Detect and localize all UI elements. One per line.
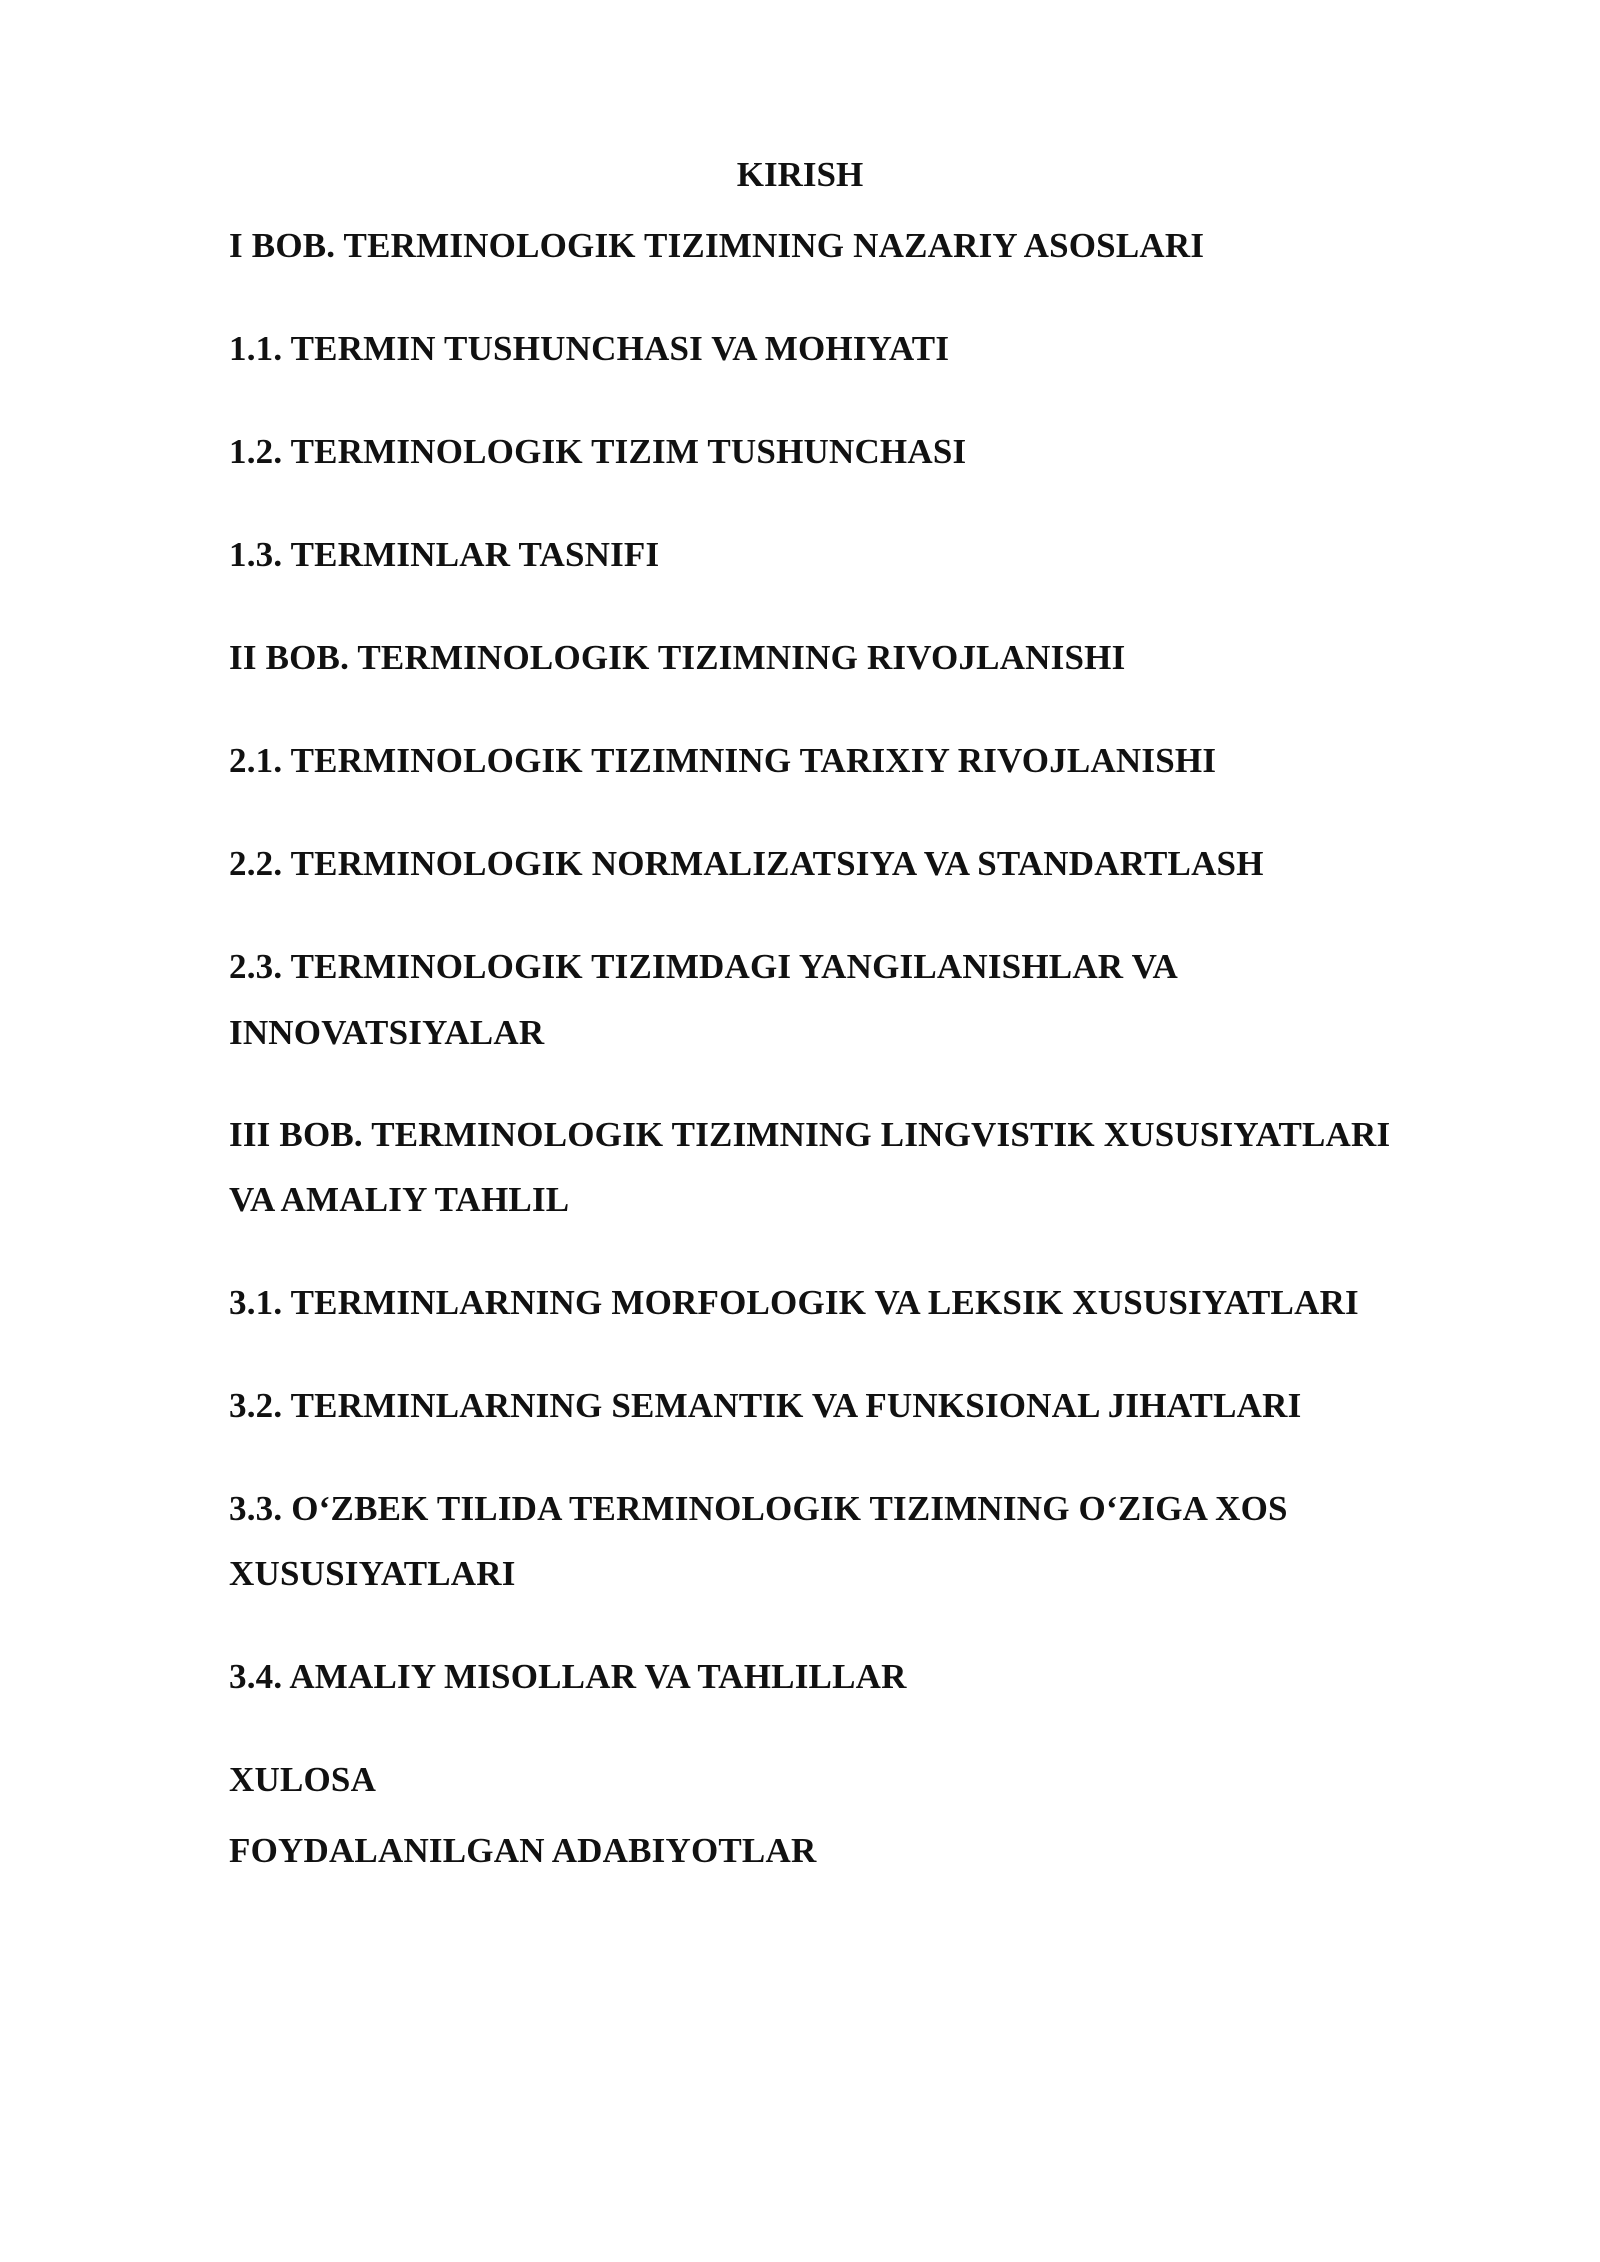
toc-entry-3-4: 3.4. AMALIY MISOLLAR VA TAHLILLAR	[229, 1657, 907, 1696]
toc-entry-2-1: 2.1. TERMINOLOGIK TIZIMNING TARIXIY RIVOJLANISHI	[229, 741, 1217, 780]
toc-entry-3-3-line-2: XUSUSIYATLARI	[229, 1554, 516, 1593]
toc-entry-1-1: 1.1. TERMIN TUSHUNCHASI VA MOHIYATI	[229, 329, 950, 368]
toc-entry-chapter-2: II BOB. TERMINOLOGIK TIZIMNING RIVOJLANISHI	[229, 638, 1126, 677]
toc-entry-2-3-line-2: INNOVATSIYALAR	[229, 1013, 545, 1052]
toc-entry-chapter-3-line-2: VA AMALIY TAHLIL	[229, 1180, 570, 1219]
toc-entry-chapter-1: I BOB. TERMINOLOGIK TIZIMNING NAZARIY ASOSLARI	[229, 226, 1205, 265]
toc-entry-2-3-line-1: 2.3. TERMINOLOGIK TIZIMDAGI YANGILANISHLAR VA	[229, 947, 1179, 986]
toc-heading-kirish: KIRISH	[736, 155, 864, 194]
toc-entry-1-3: 1.3. TERMINLAR TASNIFI	[229, 535, 660, 574]
toc-entry-3-2: 3.2. TERMINLARNING SEMANTIK VA FUNKSIONAL JIHATLARI	[229, 1386, 1302, 1425]
toc-entry-1-2: 1.2. TERMINOLOGIK TIZIM TUSHUNCHASI	[229, 432, 967, 471]
toc-entry-chapter-3-line-1: III BOB. TERMINOLOGIK TIZIMNING LINGVISTIK XUSUSIYATLARI	[229, 1115, 1391, 1154]
toc-entry-3-3-line-1: 3.3. O‘ZBEK TILIDA TERMINOLOGIK TIZIMNING O‘ZIGA XOS	[229, 1489, 1288, 1528]
toc-entry-references: FOYDALANILGAN ADABIYOTLAR	[229, 1831, 817, 1870]
toc-entry-xulosa: XULOSA	[229, 1760, 377, 1799]
toc-entry-2-2: 2.2. TERMINOLOGIK NORMALIZATSIYA VA STANDARTLASH	[229, 844, 1264, 883]
toc-entry-3-1: 3.1. TERMINLARNING MORFOLOGIK VA LEKSIK XUSUSIYATLARI	[229, 1283, 1359, 1322]
